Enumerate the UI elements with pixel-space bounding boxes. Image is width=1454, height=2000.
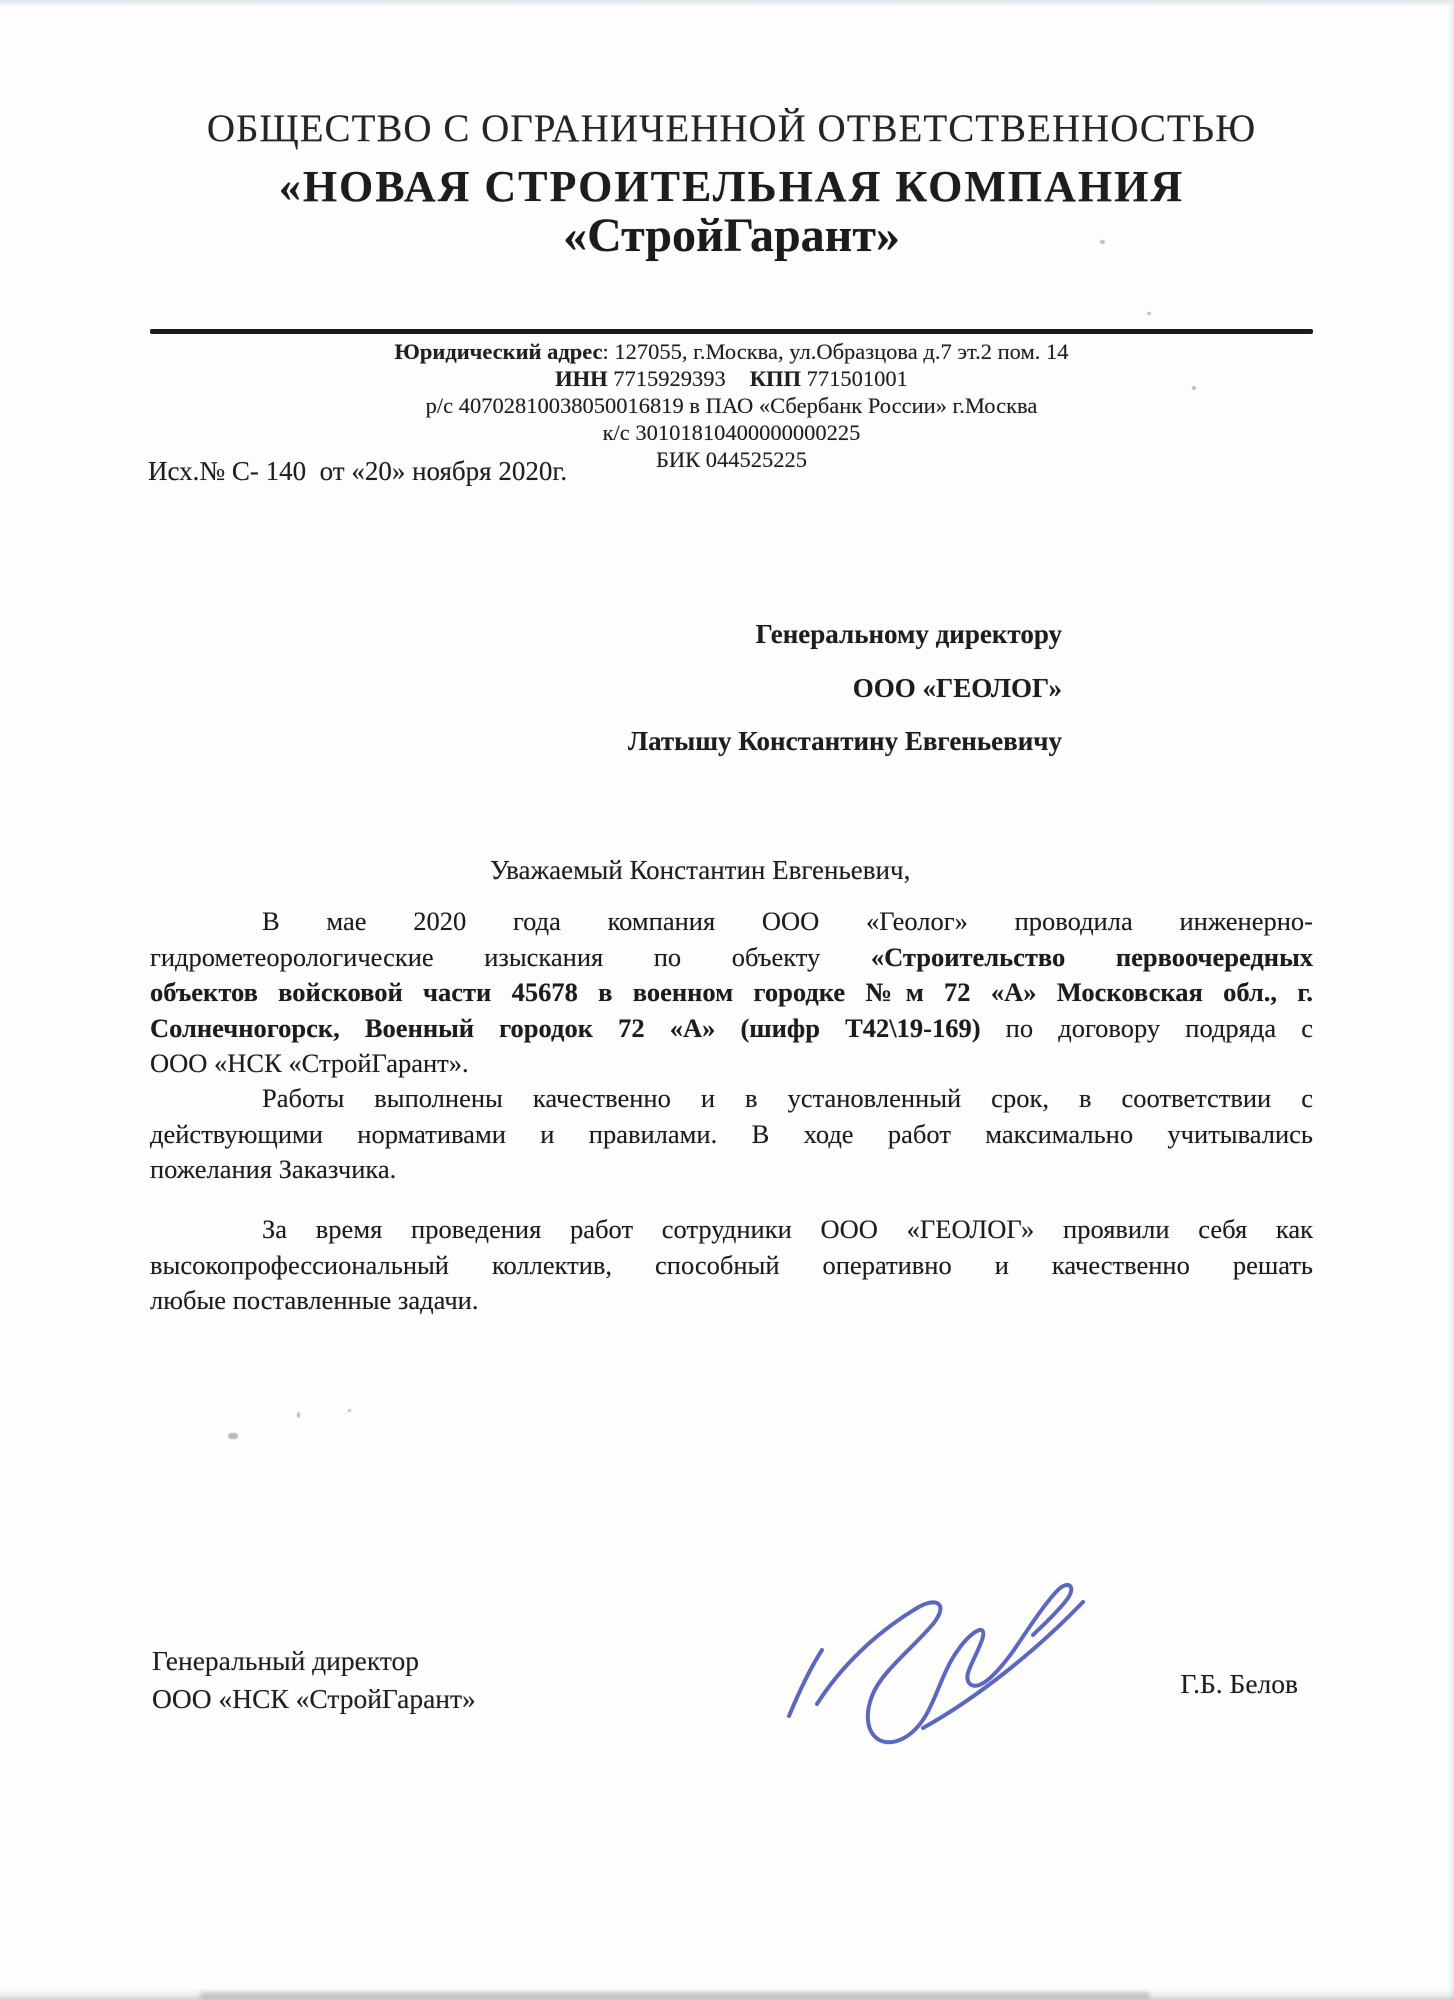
letterhead-divider-rule (150, 329, 1313, 334)
legal-address-line (150, 338, 1313, 365)
signatory-title-block (152, 1642, 476, 1718)
scan-speck (228, 1433, 238, 1439)
bik-line: БИК 044525225 (655, 447, 808, 472)
recipient-company: ООО «ГЕОЛОГ» (852, 672, 1062, 703)
corr-account-line: к/с 30101810400000000225 (602, 420, 861, 445)
scan-speck (297, 1412, 300, 1418)
handwritten-signature-ink (775, 1550, 1105, 1765)
kpp-value: 771501001 (801, 366, 908, 391)
legal-address-value: : 127055, г.Москва, ул.Образцова д.7 эт.2 пом. 14 (602, 339, 1069, 364)
text-segment: по договору подряда с (980, 1012, 1314, 1043)
inn-label: ИНН (555, 366, 608, 391)
paragraph-line (150, 1011, 1313, 1047)
scan-edge-smudge (200, 1992, 1150, 1999)
text-segment: гидрометеорологические изыскания по объекту (150, 941, 871, 972)
kpp-label: КПП (749, 366, 802, 391)
scan-speck (1147, 312, 1151, 315)
paragraph-line: пожелания Заказчика. (150, 1154, 397, 1184)
signatory-company: ООО «НСК «СтройГарант» (152, 1683, 476, 1714)
paragraph-line (150, 940, 1313, 976)
letterhead-requisites (150, 338, 1313, 473)
text-segment-bold: «Строительство первоочередных (870, 941, 1314, 972)
paragraph-line: ООО «НСК «СтройГарант». (150, 1048, 469, 1078)
inn-value: 7715929393 (607, 366, 726, 391)
scan-edge-right (1448, 0, 1454, 2000)
legal-address-label: Юридический адрес (394, 339, 603, 364)
signer-name: Г.Б. Белов (1180, 1668, 1298, 1699)
paragraph-line: любые поставленные задачи. (150, 1285, 479, 1315)
company-name-line1: «НОВАЯ СТРОИТЕЛЬНАЯ КОМПАНИЯ (278, 162, 1185, 211)
settlement-account-line: р/с 40702810038050016819 в ПАО «Сбербанк России» г.Москва (425, 393, 1038, 418)
paragraph-line: действующими нормативами и правилами. В ходе работ максимально учитывались (150, 1118, 1313, 1149)
scan-speck (348, 1409, 351, 1412)
paragraph-2 (150, 1081, 1313, 1188)
recipient-position: Генеральному директору (755, 619, 1062, 649)
inn-kpp-line (150, 365, 1313, 392)
paragraph-1 (150, 904, 1313, 1082)
organization-type-heading: ОБЩЕСТВО С ОГРАНИЧЕННОЙ ОТВЕТСТВЕННОСТЬЮ (206, 107, 1257, 150)
paragraph-line: За время проведения работ сотрудники ООО «ГЕОЛОГ» проявили себя как (262, 1214, 1313, 1244)
paragraph-line: Работы выполнены качественно и в установленный срок, в соответствии с (262, 1083, 1313, 1113)
recipient-block (462, 608, 1062, 769)
scan-edge-top (0, 0, 1454, 7)
outgoing-number-line: Исх.№ С- 140 от «20» ноября 2020г. (148, 456, 568, 486)
paragraph-line: объектов войсковой части 45678 в военном городке №м 72 «А» Московская обл., г. (150, 977, 1313, 1007)
signatory-position: Генеральный директор (152, 1645, 419, 1676)
paragraph-line: В мае 2020 года компания ООО «Геолог» проводила инженерно- (262, 906, 1313, 936)
paragraph-line: высокопрофессиональный коллектив, способный оперативно и качественно решать (150, 1249, 1313, 1280)
salutation: Уважаемый Константин Евгеньевич, (490, 855, 911, 885)
company-name-line2: «СтройГарант» (563, 209, 900, 262)
paragraph-3 (150, 1212, 1313, 1319)
text-segment-bold: Солнечногорск, Военный городок 72 «А» (шифр Т42\19-169) (150, 1012, 981, 1043)
recipient-name: Латышу Константину Евгеньевичу (627, 726, 1062, 756)
